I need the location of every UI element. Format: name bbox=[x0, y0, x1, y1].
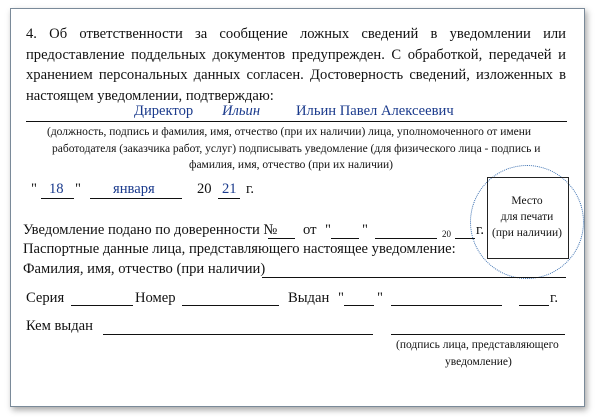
passport-issued-label: Выдан bbox=[288, 290, 330, 306]
passport-number-label: Номер bbox=[135, 290, 176, 306]
passport-issued-year-underline bbox=[519, 305, 549, 306]
proxy-year-prefix: 20 bbox=[442, 229, 451, 239]
passport-issued-year-unit: г. bbox=[550, 290, 558, 306]
passport-heading: Паспортные данные лица, представляющего настоящее уведомление: bbox=[23, 241, 456, 257]
date-year-underline bbox=[218, 198, 240, 199]
date-year-suffix: 21 bbox=[222, 181, 237, 197]
proxy-label: Уведомление подано по доверенности № bbox=[23, 222, 278, 238]
signature-caption-1: (должность, подпись и фамилия, имя, отчество (при их наличии) лица, уполномоченного от имени bbox=[47, 126, 532, 138]
passport-series-underline bbox=[71, 305, 133, 306]
stamp-line-3: (при наличии) bbox=[492, 227, 562, 239]
signature-caption-3: фамилия, имя, отчество (при их наличии) bbox=[189, 159, 394, 171]
paragraph-4-line-1: 4. Об ответственности за сообщение ложных сведений в уведомлении или bbox=[26, 26, 566, 42]
proxy-month-underline bbox=[375, 238, 437, 239]
date-quote-open: " bbox=[31, 181, 37, 197]
passport-issued-by-label: Кем выдан bbox=[26, 318, 93, 334]
passport-issued-quote-close: " bbox=[377, 290, 383, 306]
representative-signature-caption-1: (подпись лица, представляющего bbox=[396, 339, 559, 351]
proxy-year-underline bbox=[455, 238, 475, 239]
signer-position: Директор bbox=[134, 103, 194, 119]
signature-underline bbox=[26, 121, 567, 122]
date-month: января bbox=[113, 181, 155, 197]
proxy-day-underline bbox=[331, 238, 359, 239]
date-year-prefix: 20 bbox=[197, 181, 212, 197]
paragraph-4-line-2: предоставление поддельных документов предупрежден. С обработкой, передачей и bbox=[26, 46, 566, 63]
date-month-underline bbox=[90, 198, 182, 199]
passport-number-underline bbox=[182, 305, 279, 306]
signer-full-name: Ильин Павел Алексеевич bbox=[296, 103, 454, 119]
stamp-placeholder bbox=[487, 193, 567, 241]
passport-issued-quote-open: " bbox=[338, 290, 344, 306]
passport-series-label: Серия bbox=[26, 290, 65, 306]
date-day-underline bbox=[41, 198, 74, 199]
signature-caption-2: работодателя (заказчика работ, услуг) подписывать уведомление (для физического лица - подпись и bbox=[52, 143, 541, 155]
proxy-from-label: от bbox=[303, 222, 317, 238]
representative-signature-caption-2: уведомление) bbox=[445, 356, 512, 368]
proxy-quote-close: " bbox=[362, 222, 368, 238]
passport-issued-by-underline bbox=[103, 334, 373, 335]
proxy-quote-open: " bbox=[325, 222, 331, 238]
paragraph-4-line-3: хранением персональных данных согласен. Достоверность сведений, изложенных в bbox=[26, 67, 566, 83]
stamp-line-2: для печати bbox=[500, 211, 554, 223]
paragraph-4-line-4: настоящем уведомлении, подтверждаю: bbox=[26, 87, 274, 104]
paragraph-4 bbox=[26, 24, 566, 106]
representative-signature-underline bbox=[391, 334, 565, 335]
passport-fio-underline bbox=[262, 277, 566, 278]
stamp-line-1: Место bbox=[511, 195, 543, 207]
passport-issued-day-underline bbox=[344, 305, 374, 306]
proxy-number-underline bbox=[268, 238, 295, 239]
date-quote-close: " bbox=[75, 181, 81, 197]
passport-issued-month-underline bbox=[391, 305, 502, 306]
proxy-year-unit: г. bbox=[476, 222, 484, 238]
passport-fio-label: Фамилия, имя, отчество (при наличии) bbox=[23, 261, 266, 277]
date-day: 18 bbox=[49, 181, 64, 197]
signer-signature: Ильин bbox=[222, 103, 261, 119]
date-year-unit: г. bbox=[246, 181, 254, 197]
